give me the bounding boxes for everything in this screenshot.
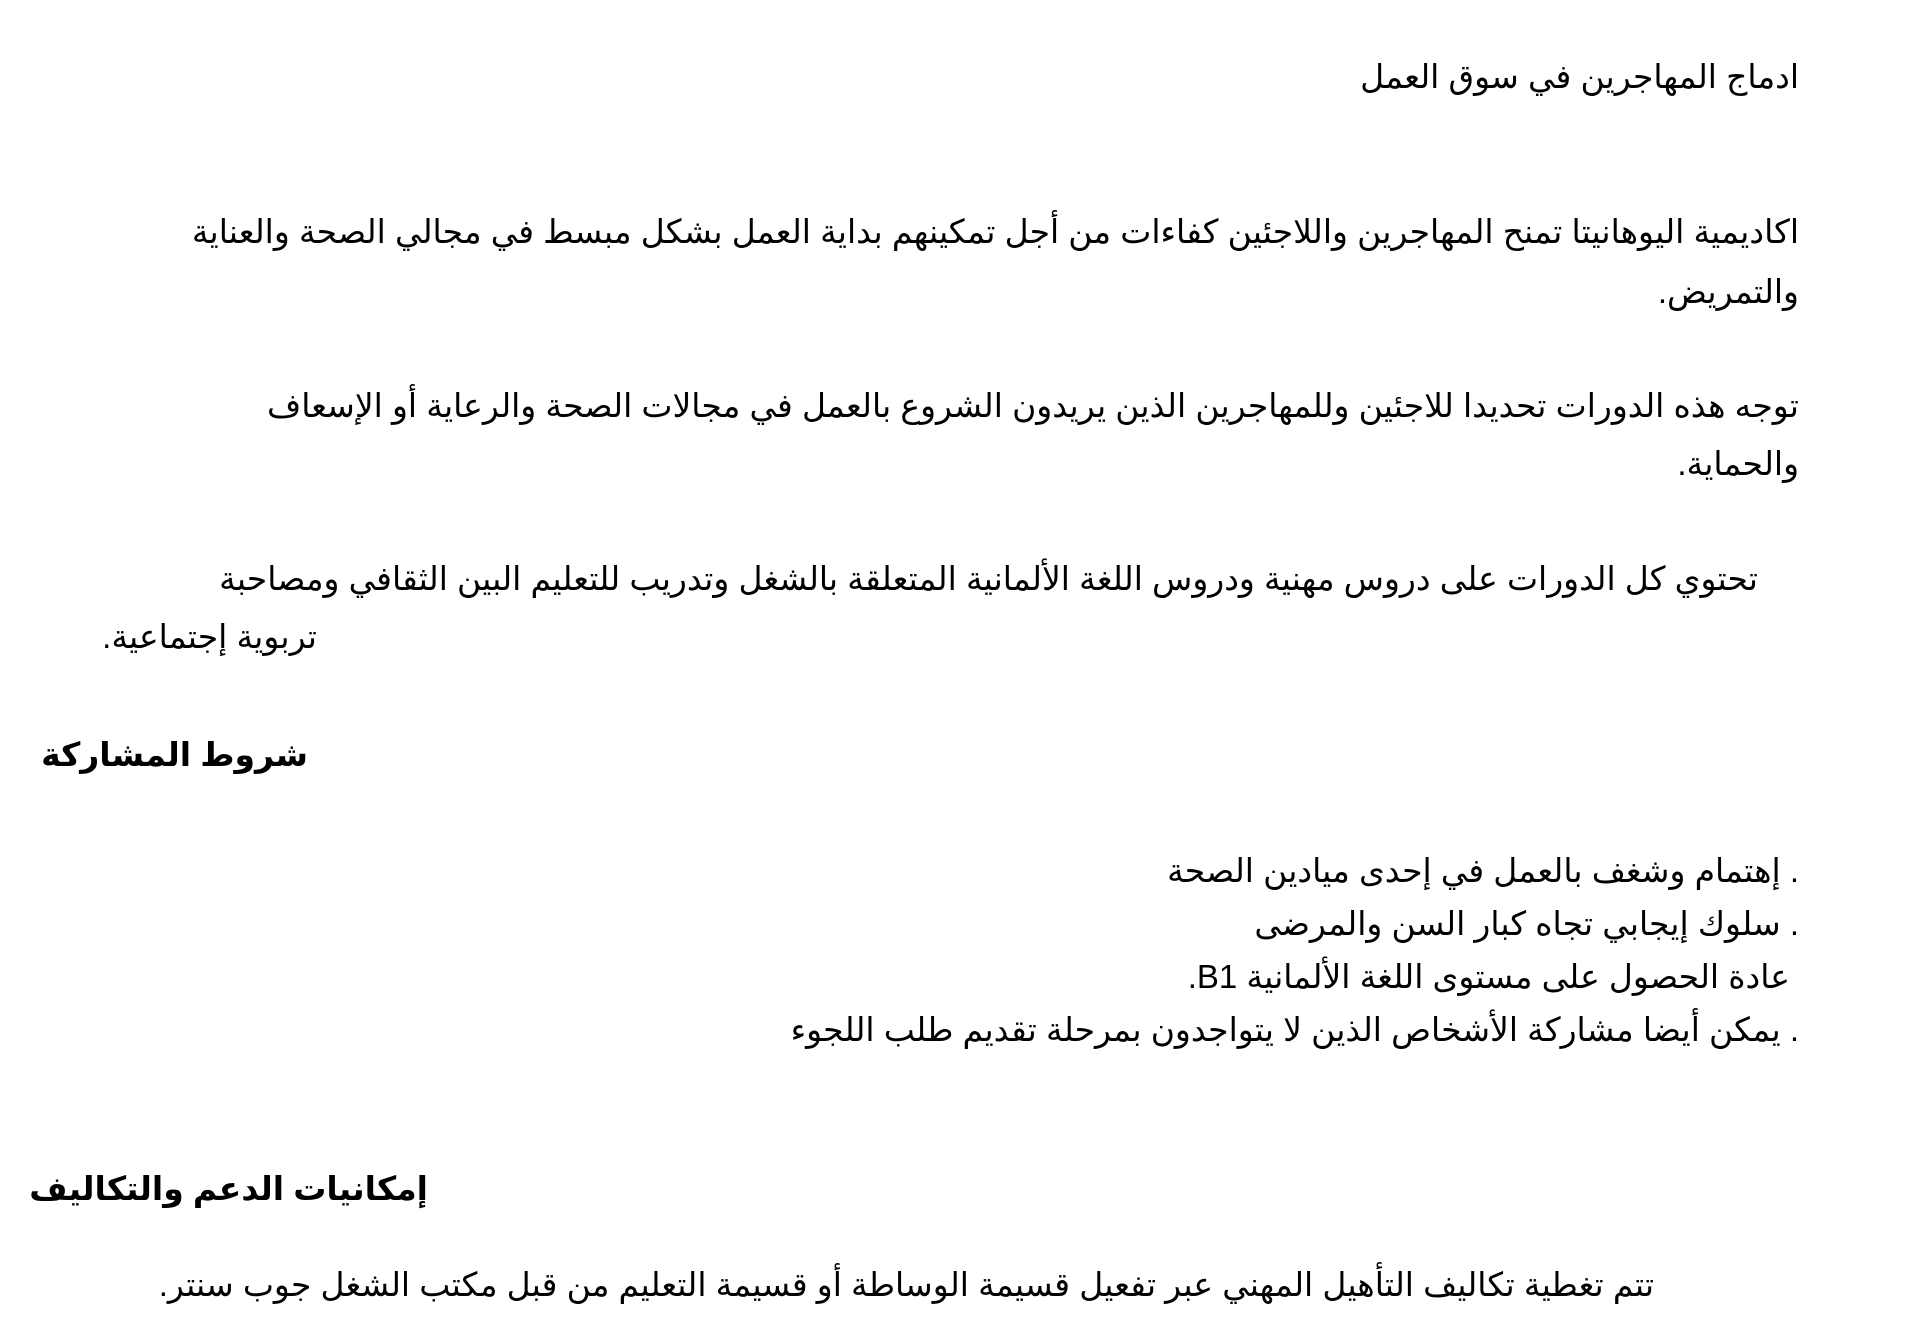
paragraph-3-line-1: تحتوي كل الدورات على دروس مهنية ودروس اللغة الألمانية المتعلقة بالشغل وتدريب للتعليم البين الثقافي ومصاحبة bbox=[219, 560, 1758, 597]
participation-heading: شروط المشاركة bbox=[41, 736, 308, 773]
document-title: ادماج المهاجرين في سوق العمل bbox=[1360, 58, 1799, 95]
paragraph-1-line-1: اكاديمية اليوهانيتا تمنح المهاجرين واللاجئين كفاءات من أجل تمكينهم بداية العمل بشكل مبسط في مجالي الصحة والعناية bbox=[191, 213, 1799, 250]
participation-item-4: . يمكن أيضا مشاركة الأشخاص الذين لا يتواجدون بمرحلة تقديم طلب اللجوء bbox=[790, 1011, 1799, 1048]
paragraph-1-line-2: والتمريض. bbox=[1657, 273, 1799, 310]
support-heading: إمكانيات الدعم والتكاليف bbox=[29, 1170, 428, 1207]
paragraph-3-line-2: تربوية إجتماعية. bbox=[102, 618, 317, 655]
participation-item-2: . سلوك إيجابي تجاه كبار السن والمرضى bbox=[1254, 905, 1799, 942]
paragraph-2-line-2: والحماية. bbox=[1677, 445, 1799, 482]
support-text: تتم تغطية تكاليف التأهيل المهني عبر تفعيل قسيمة الوساطة أو قسيمة التعليم من قبل مكتب الشغل جوب سنتر. bbox=[158, 1266, 1654, 1303]
paragraph-2-line-1: توجه هذه الدورات تحديدا للاجئين وللمهاجرين الذين يريدون الشروع بالعمل في مجالات الصحة والرعاية أو الإسعاف bbox=[266, 387, 1799, 424]
participation-item-1: . إهتمام وشغف بالعمل في إحدى ميادين الصحة bbox=[1167, 852, 1799, 889]
participation-item-3: عادة الحصول على مستوى اللغة الألمانية B1. bbox=[1187, 958, 1790, 995]
